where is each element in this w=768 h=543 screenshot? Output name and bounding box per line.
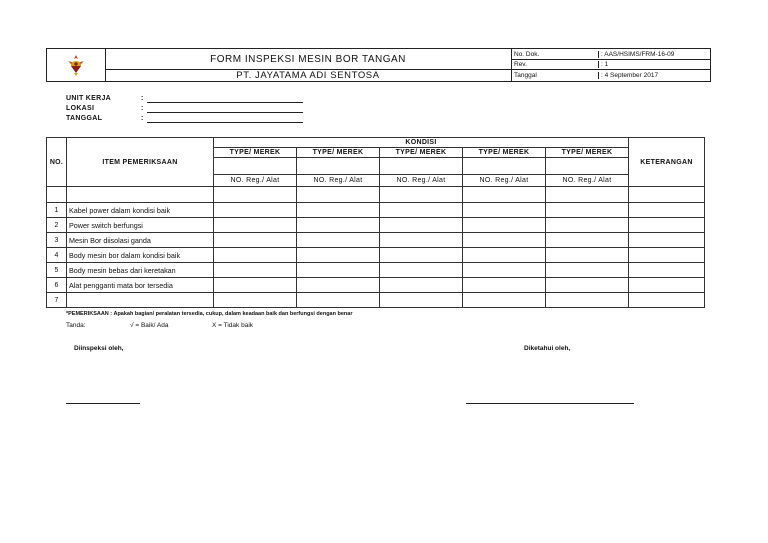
unit-kerja-row [66, 93, 303, 103]
kondisi-check-cell[interactable] [380, 233, 463, 248]
inspection-note: *PEMERIKSAAN : Apakah bagian/ peralatan tersedia, cukup, dalam keadaan baik dan berfungsi dengan benar [66, 311, 353, 317]
meta-value: : 4 September 2017 [601, 72, 659, 79]
kondisi-check-cell[interactable] [463, 293, 546, 308]
row-number: 4 [47, 248, 67, 263]
kondisi-check-cell[interactable] [297, 293, 380, 308]
kondisi-check-cell[interactable] [463, 203, 546, 218]
keterangan-cell[interactable] [629, 278, 705, 293]
kondisi-check-cell[interactable] [546, 218, 629, 233]
table-row [47, 293, 705, 308]
row-number: 1 [47, 203, 67, 218]
row-item: Kabel power dalam kondisi baik [67, 203, 214, 218]
row-number: 7 [47, 293, 67, 308]
kondisi-check-cell[interactable] [380, 293, 463, 308]
type-merek-cell[interactable] [214, 158, 297, 175]
x-legend: X = Tidak baik [212, 322, 254, 329]
row-item [67, 293, 214, 308]
kondisi-check-cell[interactable] [546, 278, 629, 293]
keterangan-cell[interactable] [629, 203, 705, 218]
row-item: Body mesin bor dalam kondisi baik [67, 248, 214, 263]
table-row [47, 218, 705, 233]
meta-row-date [512, 70, 710, 81]
company-name: PT. JAYATAMA ADI SENTOSA [105, 70, 512, 81]
table-row [47, 203, 705, 218]
no-header: NO. [47, 138, 67, 187]
kondisi-check-cell[interactable] [463, 218, 546, 233]
form-title: FORM INSPEKSI MESIN BOR TANGAN [105, 49, 512, 70]
lokasi-label: LOKASI [66, 104, 95, 112]
known-by-label: Diketahui oleh, [524, 345, 571, 352]
meta-row-doc [512, 49, 710, 60]
kondisi-check-cell[interactable] [297, 278, 380, 293]
keterangan-cell[interactable] [629, 293, 705, 308]
kondisi-check-cell[interactable] [214, 203, 297, 218]
meta-label: Rev. [512, 61, 599, 68]
form-header [46, 48, 711, 82]
kondisi-check-cell[interactable] [214, 263, 297, 278]
kondisi-check-cell[interactable] [297, 263, 380, 278]
type-merek-header: TYPE/ MEREK [297, 148, 380, 158]
type-merek-header: TYPE/ MEREK [214, 148, 297, 158]
meta-label: Tanggal [512, 72, 599, 79]
tanggal-label: TANGGAL [66, 114, 103, 122]
lokasi-row [66, 103, 303, 113]
colon: : [141, 104, 144, 112]
check-legend: √ = Baik/ Ada [130, 322, 169, 329]
kondisi-check-cell[interactable] [214, 218, 297, 233]
reg-alat-header: NO. Reg./ Alat [214, 175, 297, 187]
keterangan-cell[interactable] [629, 263, 705, 278]
row-number: 3 [47, 233, 67, 248]
kondisi-check-cell[interactable] [214, 233, 297, 248]
meta-value: : 1 [601, 61, 609, 68]
kondisi-check-cell[interactable] [380, 248, 463, 263]
reg-alat-cell[interactable] [214, 187, 297, 203]
kondisi-check-cell[interactable] [297, 248, 380, 263]
kondisi-check-cell[interactable] [463, 278, 546, 293]
kondisi-check-cell[interactable] [380, 203, 463, 218]
reg-alat-header: NO. Reg./ Alat [463, 175, 546, 187]
reg-alat-cell[interactable] [297, 187, 380, 203]
kondisi-check-cell[interactable] [214, 248, 297, 263]
reg-alat-header: NO. Reg./ Alat [380, 175, 463, 187]
type-merek-header: TYPE/ MEREK [463, 148, 546, 158]
keterangan-cell[interactable] [629, 233, 705, 248]
kondisi-check-cell[interactable] [297, 233, 380, 248]
kondisi-check-cell[interactable] [546, 203, 629, 218]
reg-alat-header: NO. Reg./ Alat [546, 175, 629, 187]
inspected-by-label: Diinspeksi oleh, [74, 345, 124, 352]
reg-alat-cell[interactable] [546, 187, 629, 203]
kondisi-check-cell[interactable] [297, 203, 380, 218]
kondisi-check-cell[interactable] [214, 293, 297, 308]
legend [66, 322, 253, 329]
info-fields [66, 93, 303, 123]
type-merek-cell[interactable] [380, 158, 463, 175]
type-merek-header: TYPE/ MEREK [546, 148, 629, 158]
type-merek-cell[interactable] [463, 158, 546, 175]
table-row [47, 248, 705, 263]
type-merek-cell[interactable] [297, 158, 380, 175]
row-number: 5 [47, 263, 67, 278]
reg-alat-cell[interactable] [380, 187, 463, 203]
keterangan-header: KETERANGAN [629, 138, 705, 187]
row-item: Mesin Bor diisolasi ganda [67, 233, 214, 248]
row-item: Power switch berfungsi [67, 218, 214, 233]
kondisi-check-cell[interactable] [463, 263, 546, 278]
kondisi-header: KONDISI [214, 138, 629, 148]
keterangan-cell[interactable] [629, 187, 705, 203]
meta-value: : AAS/HSIMS/FRM-16-09 [601, 50, 675, 58]
keterangan-cell[interactable] [629, 218, 705, 233]
row-number: 2 [47, 218, 67, 233]
meta-label: No. Dok. [512, 51, 599, 58]
company-logo [47, 49, 106, 81]
kondisi-check-cell[interactable] [463, 233, 546, 248]
unit-kerja-field[interactable] [147, 94, 303, 103]
kondisi-check-cell[interactable] [463, 248, 546, 263]
reg-alat-cell[interactable] [463, 187, 546, 203]
table-row [47, 263, 705, 278]
meta-row-rev [512, 60, 710, 70]
keterangan-cell[interactable] [629, 248, 705, 263]
kondisi-check-cell[interactable] [546, 293, 629, 308]
type-merek-cell[interactable] [546, 158, 629, 175]
tanggal-row [66, 113, 303, 123]
kondisi-check-cell[interactable] [297, 218, 380, 233]
kondisi-check-cell[interactable] [546, 248, 629, 263]
kondisi-check-cell[interactable] [546, 233, 629, 248]
approver-signature-line[interactable] [466, 403, 634, 404]
lokasi-field[interactable] [147, 104, 303, 113]
table-row [47, 278, 705, 293]
item-header: ITEM PEMERIKSAAN [67, 138, 214, 187]
reg-alat-header: NO. Reg./ Alat [297, 175, 380, 187]
kondisi-check-cell[interactable] [214, 278, 297, 293]
row-item: Alat pengganti mata bor tersedia [67, 278, 214, 293]
inspection-table [46, 137, 705, 308]
tanggal-field[interactable] [147, 114, 303, 123]
table-row [47, 233, 705, 248]
type-merek-header: TYPE/ MEREK [380, 148, 463, 158]
row-number: 6 [47, 278, 67, 293]
kondisi-check-cell[interactable] [380, 278, 463, 293]
kondisi-check-cell[interactable] [380, 218, 463, 233]
kondisi-check-cell[interactable] [546, 263, 629, 278]
tanda-label: Tanda: [66, 322, 86, 329]
colon: : [141, 114, 144, 122]
colon: : [141, 94, 144, 102]
inspector-signature-line[interactable] [66, 403, 140, 404]
row-item: Body mesin bebas dari keretakan [67, 263, 214, 278]
kondisi-check-cell[interactable] [380, 263, 463, 278]
unit-kerja-label: UNIT KERJA [66, 94, 112, 102]
logo-emblem-icon [65, 53, 87, 77]
